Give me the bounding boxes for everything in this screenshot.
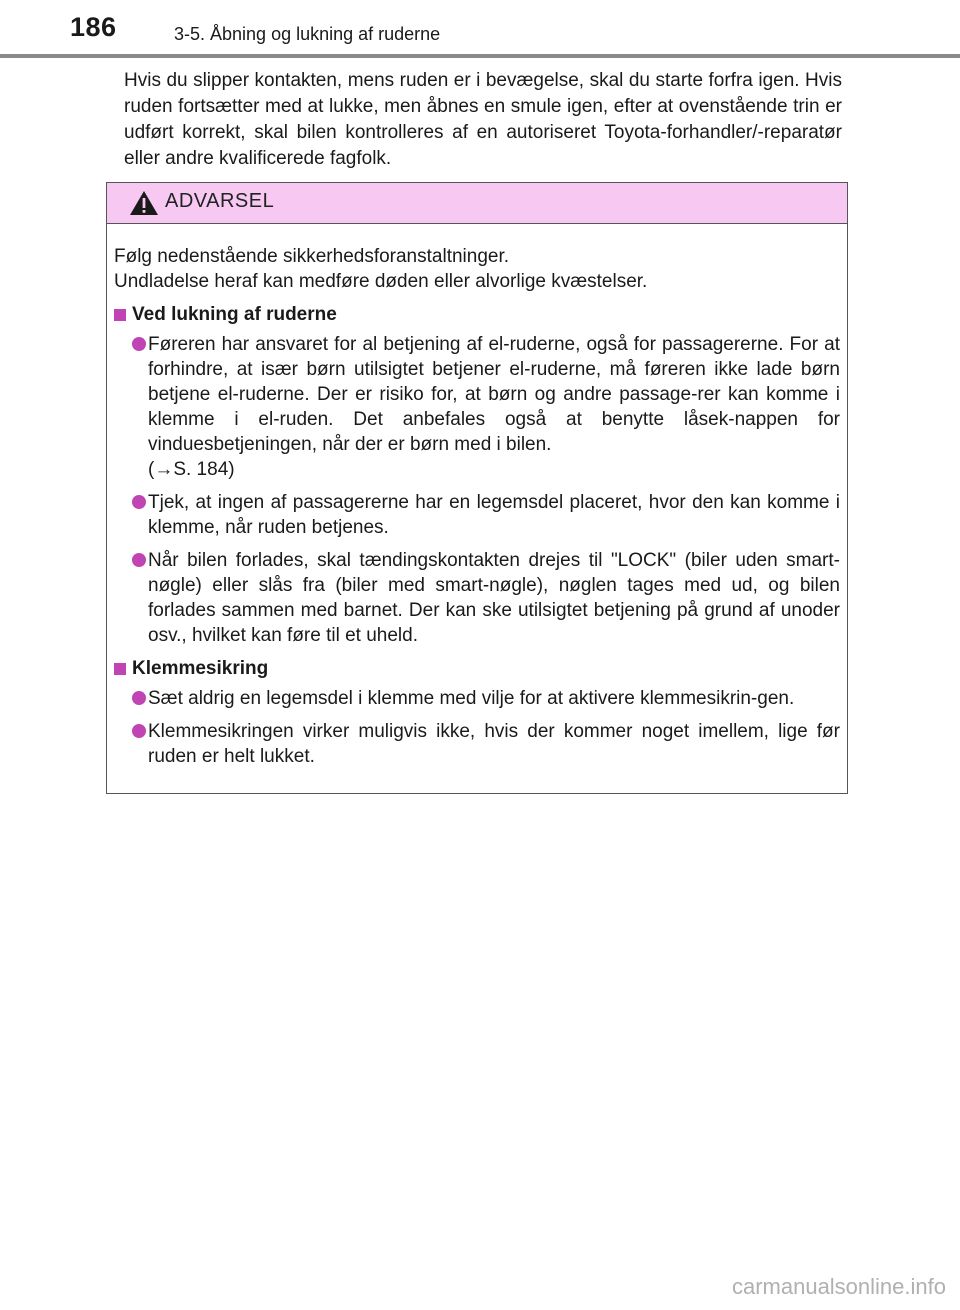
section-heading-text: Ved lukning af ruderne bbox=[132, 304, 337, 325]
warning-body bbox=[107, 244, 847, 769]
dot-bullet-icon bbox=[132, 691, 146, 705]
list-item-text: Føreren har ansvaret for al betjening af el-ruderne, også for passagererne. For at forhindre, at især børn utilsigtet betjener el-ruderne, må føreren ikke lade børn betjene el-ruderne. Der er risiko for, at børn og andre passage-rer kan komme i klemme i el-ruden. Det anbefales også at benytte låsek-nappen for vinduesbetjeningen, når der er børn med i bilen. bbox=[148, 334, 840, 455]
section-heading-text: Klemmesikring bbox=[132, 658, 269, 679]
warning-triangle-icon bbox=[129, 190, 159, 221]
dot-bullet-icon bbox=[132, 495, 146, 509]
intro-paragraph: Hvis du slipper kontakten, mens ruden er i bevægelse, skal du starte forfra igen. Hvis ruden fortsætter med at lukke, men åbnes en smule igen, efter at ovenstående trin er udført korrekt, skal bilen kontrolleres af en autoriseret Toyota-forhandler/-reparatør eller andre kvalificerede fagfolk. bbox=[124, 70, 842, 169]
list-item bbox=[114, 490, 840, 540]
list-item bbox=[114, 686, 840, 711]
list-item bbox=[114, 719, 840, 769]
dot-bullet-icon bbox=[132, 724, 146, 738]
square-bullet-icon bbox=[114, 309, 126, 321]
warning-lead-line: Undladelse heraf kan medføre døden eller alvorlige kvæstelser. bbox=[114, 271, 648, 292]
page-header bbox=[0, 0, 960, 60]
warning-lead bbox=[114, 244, 840, 294]
warning-header bbox=[107, 183, 847, 224]
watermark: carmanualsonline.info bbox=[731, 1274, 946, 1299]
cross-reference: (→S. 184) bbox=[148, 459, 235, 480]
square-bullet-icon bbox=[114, 663, 126, 675]
warning-box bbox=[106, 182, 848, 794]
list-item bbox=[114, 332, 840, 482]
page-number: 186 bbox=[70, 12, 117, 42]
list-item bbox=[114, 548, 840, 648]
list-item-text: Tjek, at ingen af passagererne har en legemsdel placeret, hvor den kan komme i klemme, når ruden betjenes. bbox=[148, 492, 840, 538]
dot-bullet-icon bbox=[132, 337, 146, 351]
section-heading bbox=[114, 302, 840, 328]
list-item-text: Sæt aldrig en legemsdel i klemme med vilje for at aktivere klemmesikrin-gen. bbox=[148, 688, 795, 709]
warning-title: ADVARSEL bbox=[165, 190, 275, 212]
section-title: 3-5. Åbning og lukning af ruderne bbox=[174, 24, 441, 44]
warning-lead-line: Følg nedenstående sikkerhedsforanstaltninger. bbox=[114, 246, 510, 267]
list-item-text: Klemmesikringen virker muligvis ikke, hvis der kommer noget imellem, lige før ruden er helt lukket. bbox=[148, 721, 840, 767]
list-item-text: Når bilen forlades, skal tændingskontakten drejes til "LOCK" (biler uden smart-nøgle) eller slås fra (biler med smart-nøgle), nøglen tages med ud, og bilen forlades sammen med barnet. Der kan ske utilsigtet betjening på grund af unoder osv., hvilket kan føre til et uheld. bbox=[148, 550, 840, 646]
dot-bullet-icon bbox=[132, 553, 146, 567]
header-divider bbox=[0, 54, 960, 58]
section-heading bbox=[114, 656, 840, 682]
